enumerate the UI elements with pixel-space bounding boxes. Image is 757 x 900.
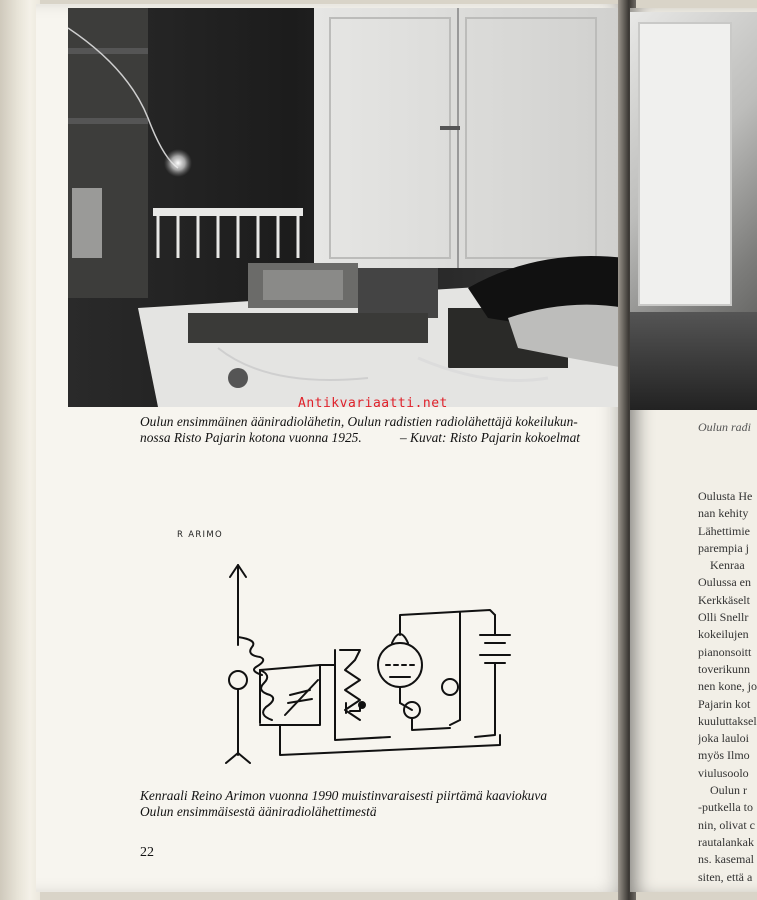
facing-page-line: rautalankak [698,834,754,849]
photo-caption-line-2: nossa Risto Pajarin kotona vuonna 1925. [140,430,362,445]
facing-page-line: pianonsoitt [698,644,752,659]
facing-page-line: Oulussa en [698,575,751,590]
facing-page-line: Pajarin kot [698,696,751,711]
circuit-diagram [160,525,540,785]
facing-page-line: Kerkkäselt [698,592,750,607]
facing-page-text [698,488,757,886]
facing-page-line: joka lauloi [698,731,749,746]
facing-page-line: toverikunn [698,661,750,676]
diagram-signature: R ARIMO [177,530,223,540]
facing-page [630,8,757,892]
facing-page-line: Kenraa [710,558,745,573]
facing-page-caption: Oulun radi [698,420,752,434]
vintage-radio-transmitter-photo-icon [68,8,625,407]
page-number: 22 [140,845,154,860]
facing-page-line: kokeilujen [698,627,749,642]
photo-credit: – Kuvat: Risto Pajarin kokoelmat [399,430,580,445]
transmitter-photo [68,8,625,407]
watermark: Antikvariaatti.net [298,396,448,411]
facing-page-line: siten, että a [698,869,753,884]
facing-page-line: Oulusta He [698,489,753,503]
diagram-caption-line-1: Kenraali Reino Arimon vuonna 1990 muistinvaraisesti piirtämä kaaviokuva [140,788,548,803]
facing-page-line: nan kehity [698,506,749,521]
facing-page-line: Oulun r [710,783,747,798]
facing-page-line: parempia j [698,540,749,555]
facing-page-photo [630,12,757,410]
facing-page-line: ns. kasemal [698,852,754,867]
radio-circuit-schematic-icon [160,525,540,785]
diagram-caption [140,788,585,819]
facing-page-line: Lähettimie [698,523,750,538]
diagram-caption-line-2: Oulun ensimmäisestä ääniradiolähettimestä [140,803,377,819]
facing-page-line: kuuluttaksel [698,713,757,728]
facing-page-line: -putkella to [698,800,753,815]
facing-page-line: myös Ilmo [698,748,750,763]
facing-page-line: nen kone, jo [698,679,757,694]
photo-caption-line-1: Oulun ensimmäinen ääniradiolähetin, Oulun radistien radiolähettäjä kokeilukun- [140,414,578,429]
facing-page-line: Olli Snellr [698,610,749,625]
photo-caption [140,414,580,446]
facing-page-line: nin, olivat c [698,817,755,832]
book-cover-edge [0,0,40,900]
facing-page-line: viulusoolo [698,765,749,780]
